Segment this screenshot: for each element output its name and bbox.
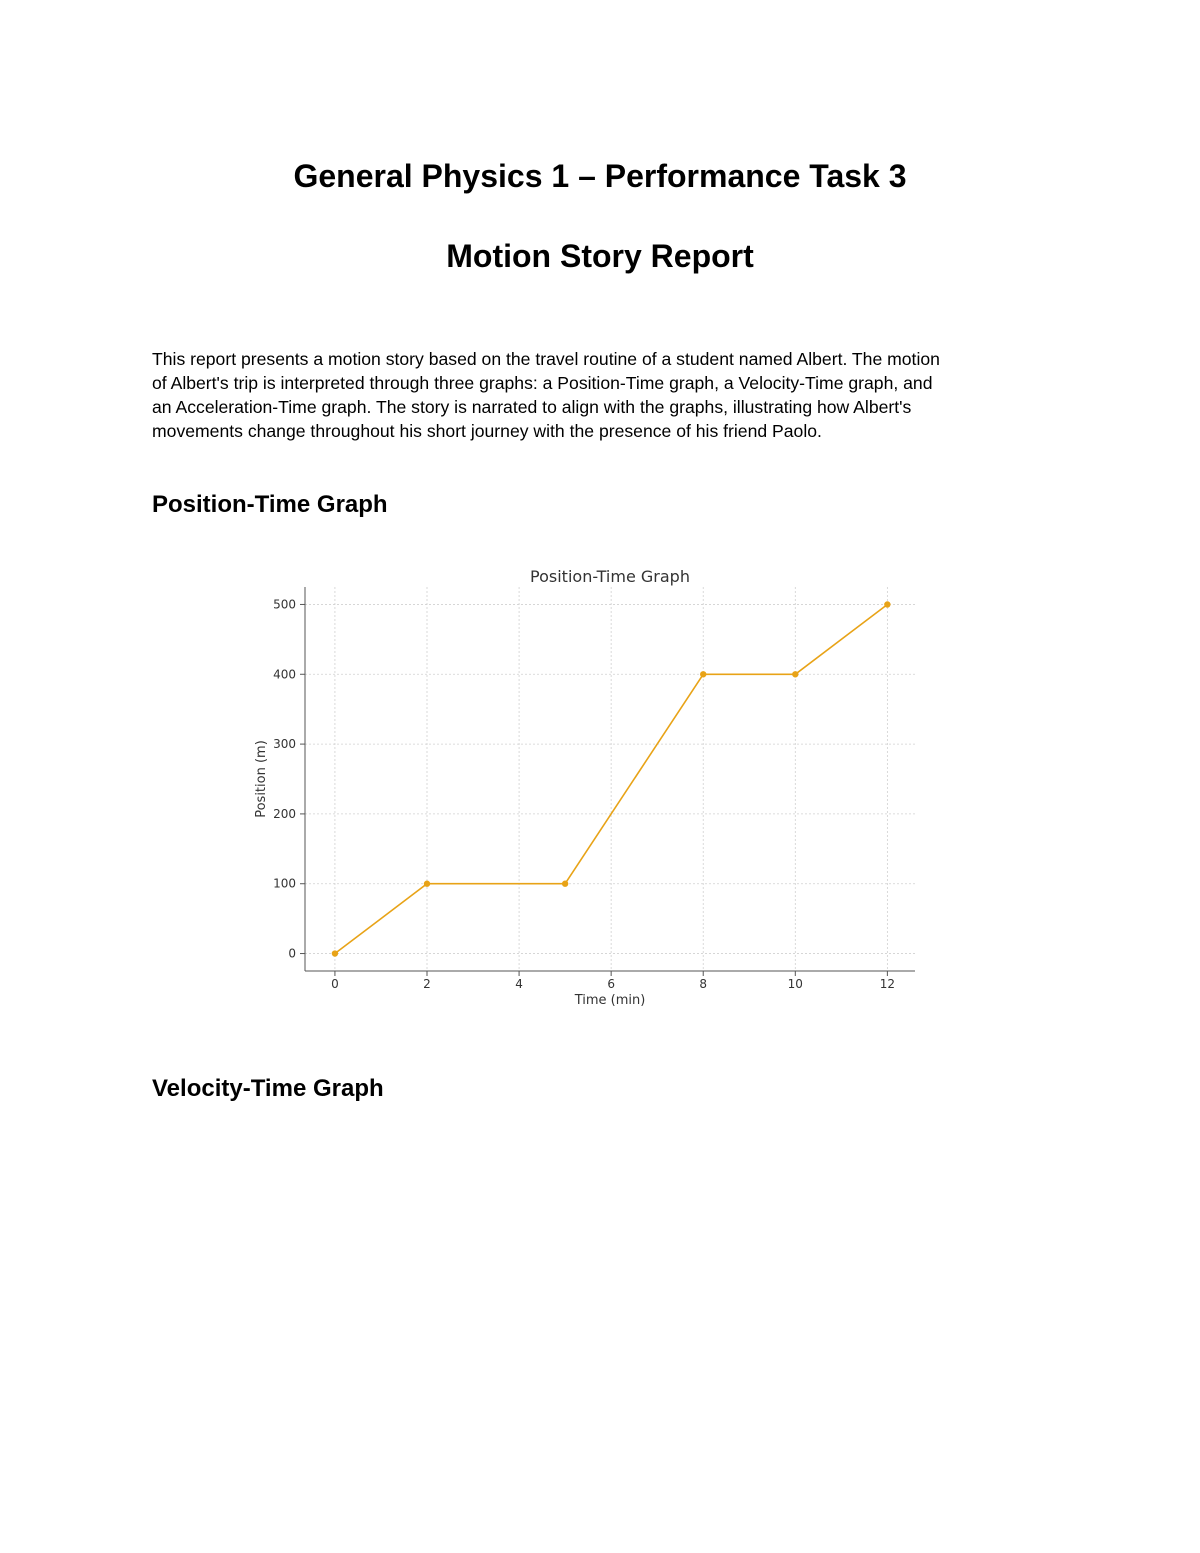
data-point [792, 671, 798, 677]
intro-paragraph: This report presents a motion story based on the travel routine of a student named Albert. The motion of Albert's trip is interpreted through three graphs: a Position-Time graph, a Velocity-Time graph, and an Acceleration-Time graph. The story is narrated to align with the graphs, illustrating how Albert's movements change throughout his short journey with the presence of his friend Paolo. [152, 349, 940, 441]
data-point [332, 950, 338, 956]
document-title: General Physics 1 – Performance Task 3 [293, 158, 907, 194]
data-point [700, 671, 706, 677]
position-time-chart [250, 560, 930, 1020]
x-tick-label: 10 [787, 977, 803, 991]
y-tick-label: 200 [273, 806, 296, 821]
chart-grid [305, 587, 915, 971]
section-heading-position-time: Position-Time Graph [152, 491, 388, 518]
x-tick-label: 6 [607, 977, 615, 991]
data-point [562, 881, 568, 887]
y-tick-label: 100 [273, 876, 296, 891]
y-tick-label: 0 [288, 946, 296, 961]
chart-y-axis-label: Position (m) [254, 740, 269, 818]
x-tick-label: 0 [331, 977, 339, 991]
x-tick-label: 12 [879, 977, 896, 991]
x-tick-label: 8 [699, 977, 708, 991]
section-heading-velocity-time: Velocity-Time Graph [152, 1075, 384, 1102]
y-tick-label: 500 [273, 597, 296, 612]
x-tick-label: 2 [423, 977, 431, 991]
x-tick-label: 4 [515, 977, 523, 991]
y-tick-label: 400 [273, 667, 296, 682]
y-tick-label: 300 [273, 737, 296, 752]
chart-axes [273, 587, 915, 991]
chart-title: Position-Time Graph [530, 567, 690, 586]
data-point [884, 601, 890, 607]
data-point [424, 881, 430, 887]
chart-x-axis-label: Time (min) [574, 993, 646, 1008]
document-subtitle: Motion Story Report [446, 238, 754, 274]
